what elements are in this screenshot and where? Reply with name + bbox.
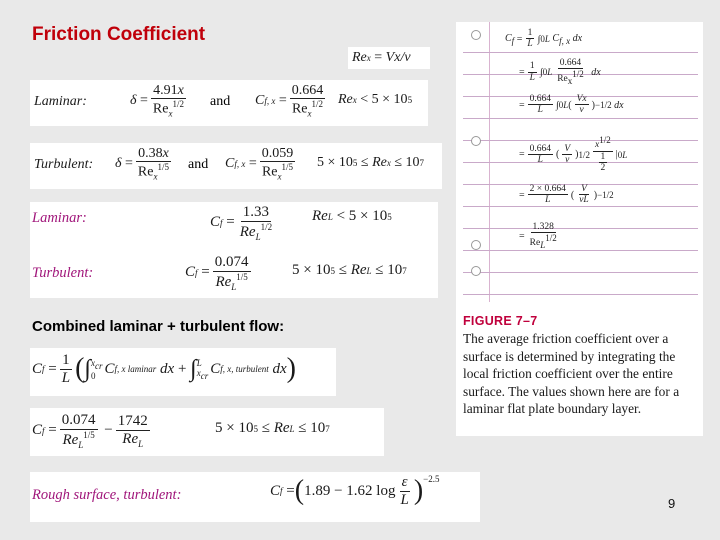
local-turbulent-range: 5 × 10 5 ≤ Re x ≤ 10 7 (317, 155, 425, 170)
local-turbulent-cf-equation: C f, x = $\frac{0.059}{Re_x^{1/5}}$ (225, 146, 294, 182)
local-laminar-box (30, 80, 428, 126)
combined-integral-equation: C f = $\frac{1}{L}$ ( ∫ $x_{cr}$ 0 C f, x laminar dx + ∫ L $x_{cr}$ C f, x, turbulent dx ) (32, 352, 296, 386)
average-turbulent-label: Turbulent: (32, 265, 94, 281)
local-turbulent-delta-equation: δ = $\frac{0.38x}{Re_x^{1/5}}$ (115, 146, 169, 182)
figure-heading: FIGURE 7–7 (463, 314, 538, 328)
reynolds-definition-box (348, 47, 430, 69)
average-turbulent-box (30, 250, 438, 298)
combined-integral-box (30, 348, 336, 396)
notebook-eq-4: = $\frac{0.664}{L}$ ( $\frac{V}{\nu}$ ) 1/2 $\frac{x^{1/2}}{\frac{1}{2}}$ | 0 L (519, 135, 628, 174)
combined-result-range: 5 × 10 5 ≤ Re L ≤ 10 7 (215, 420, 330, 436)
average-turbulent-cf-equation: C f = $\frac{0.074}{Re_L^{1/5}}$ (185, 254, 249, 292)
average-laminar-range: Re L < 5 × 10 5 (312, 208, 392, 224)
local-laminar-and: and (210, 94, 231, 109)
local-turbulent-label: Turbulent: (34, 157, 94, 172)
notebook-hole-icon (471, 240, 481, 250)
local-laminar-range: Re x < 5 × 10 5 (338, 92, 413, 107)
combined-flow-heading: Combined laminar + turbulent flow: (32, 318, 285, 335)
average-turbulent-range: 5 × 10 5 ≤ Re L ≤ 10 7 (292, 262, 407, 278)
notebook-eq-2: = $\frac{1}{L}$ ∫ 0 L $\frac{0.664}{Re_x^{1/2}}$ dx (519, 58, 601, 87)
notebook-eq-5: = $\frac{2 \times 0.664}{L}$ ( $\frac{V}{\nu L}$ ) −1/2 (519, 184, 614, 206)
notebook-hole-icon (471, 266, 481, 276)
reynolds-definition-equation: Re x = Vx/ν (352, 50, 411, 65)
notebook-eq-1: $C_f$ = $\frac{1}{L}$ ∫ 0 L $C_{f, x}$ dx (505, 28, 583, 50)
rough-surface-box (30, 472, 480, 522)
notebook-hole-icon (471, 30, 481, 40)
slide-title: Friction Coefficient (32, 24, 206, 45)
combined-result-equation: C f = $\frac{0.074}{Re_L^{1/5}}$ − $\frac{1742}{Re_L}$ (32, 412, 148, 450)
local-laminar-delta-equation: δ = $\frac{4.91x}{Re_x^{1/2}}$ (130, 83, 184, 119)
average-laminar-label: Laminar: (32, 210, 87, 226)
combined-result-box (30, 408, 384, 456)
local-laminar-cf-equation: C f, x = $\frac{0.664}{Re_x^{1/2}}$ (255, 83, 324, 119)
average-laminar-cf-equation: C f = $\frac{1.33}{Re_L^{1/2}}$ (210, 204, 273, 242)
notebook-hole-icon (471, 136, 481, 146)
page-number: 9 (668, 496, 676, 511)
local-turbulent-box (30, 143, 442, 189)
notebook-eq-6: = $\frac{1.328}{Re_L^{1/2}}$ (519, 222, 557, 251)
figure-caption: The average friction coefficient over a surface is determined by integrating the local friction coefficient over the entire surface. The values shown here are for a laminar flat plate boundary layer. (463, 331, 680, 416)
local-turbulent-and: and (188, 157, 209, 172)
rough-surface-equation: C f = ( 1.89 − 1.62 log $\frac{\varepsilon}{L}$ ) $^{-2.5}$ (270, 474, 440, 508)
average-laminar-box (30, 202, 438, 250)
figure-notebook-image (463, 22, 698, 302)
rough-surface-label: Rough surface, turbulent: (32, 487, 182, 503)
notebook-eq-3: = $\frac{0.664}{L}$ ∫ 0 L ( $\frac{Vx}{\nu}$ ) −1/2 dx (519, 94, 624, 116)
local-laminar-label: Laminar: (34, 94, 87, 109)
